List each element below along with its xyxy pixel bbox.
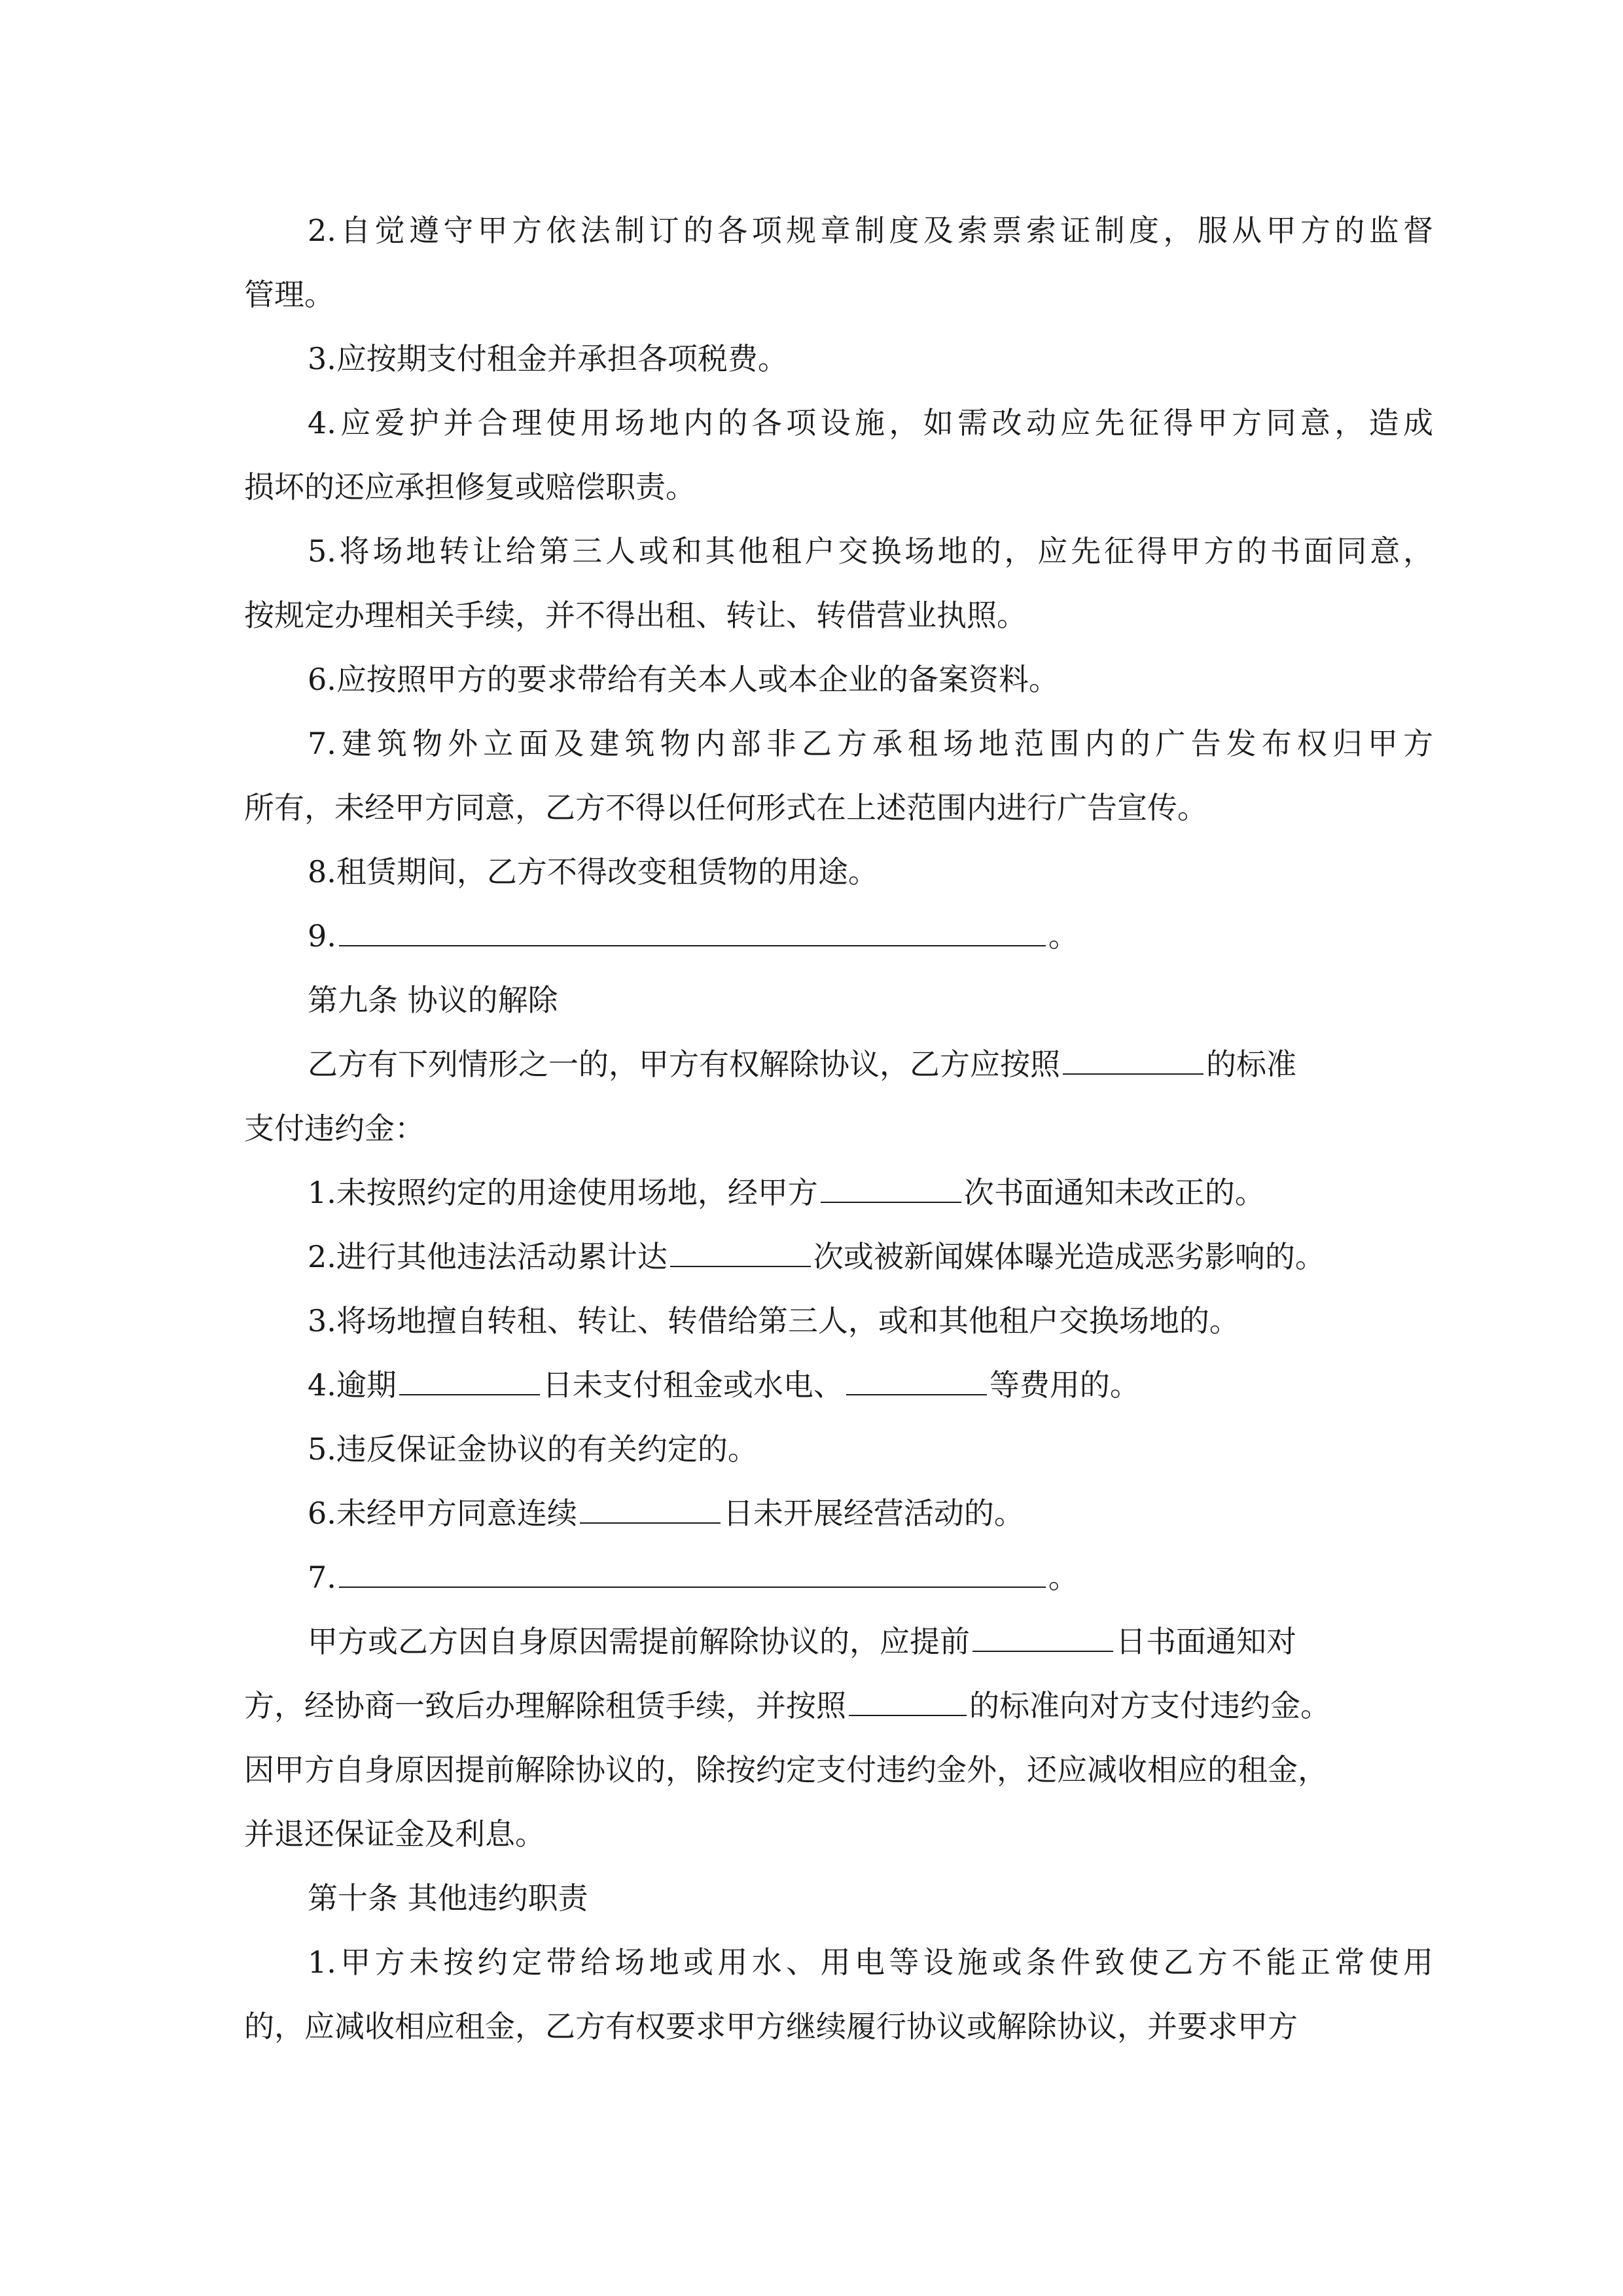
fill-in-blank[interactable] <box>972 1617 1113 1652</box>
termination-1 <box>308 1166 1265 1219</box>
clause-5-line-1: 5.将场地转让给第三人或和其他租户交换场地的，应先征得甲方的书面同意， <box>308 533 1433 569</box>
fill-in-blank[interactable] <box>339 911 1046 946</box>
termination-7 <box>308 1551 1079 1604</box>
termination-4 <box>308 1359 1140 1411</box>
early-termination-line-1 <box>308 1615 1296 1668</box>
clause-4-line-1: 4.应爱护并合理使用场地内的各项设施，如需改动应先征得甲方同意，造成 <box>308 405 1433 440</box>
termination-6-tail: 日未开展经营活动的。 <box>722 1496 1024 1531</box>
clause-7-line-2: 所有，未经甲方同意，乙方不得以任何形式在上述范围内进行广告宣传。 <box>244 790 1207 825</box>
fill-in-blank[interactable] <box>846 1360 987 1395</box>
clause-2-line-1: 2.自觉遵守甲方依法制订的各项规章制度及索票索证制度，服从甲方的监督 <box>308 213 1433 248</box>
termination-4-text: 4.逾期 <box>308 1367 397 1403</box>
clause-9-number: 9. <box>308 918 336 954</box>
clause-3: 3.应按期支付租金并承担各项税费。 <box>308 341 788 376</box>
article-9-intro-tail: 的标准 <box>1206 1047 1296 1082</box>
fill-in-blank[interactable] <box>849 1681 967 1716</box>
early-termination-tail: 日书面通知对 <box>1116 1624 1296 1659</box>
early-termination-line-2 <box>244 1679 1330 1732</box>
article-9-intro-line-1 <box>308 1038 1296 1090</box>
termination-6 <box>308 1487 1024 1539</box>
fill-in-blank[interactable] <box>339 1552 1046 1588</box>
clause-8: 8.租赁期间，乙方不得改变租赁物的用途。 <box>308 854 878 889</box>
early-termination-text: 甲方或乙方因自身原因需提前解除协议的，应提前 <box>308 1624 970 1659</box>
early-termination-line-4: 并退还保证金及利息。 <box>244 1816 545 1852</box>
termination-2 <box>308 1230 1325 1283</box>
fill-in-blank[interactable] <box>399 1360 540 1395</box>
fill-in-blank[interactable] <box>670 1232 811 1267</box>
termination-4-mid: 日未支付租金或水电、 <box>542 1367 844 1403</box>
termination-4-tail: 等费用的。 <box>989 1367 1140 1403</box>
termination-1-text: 1.未按照约定的用途使用场地，经甲方 <box>308 1175 818 1210</box>
article-10-clause-1-line-1: 1.甲方未按约定带给场地或用水、用电等设施或条件致使乙方不能正常使用 <box>308 1945 1433 1980</box>
article-9-intro-line-2: 支付违约金： <box>244 1111 425 1146</box>
termination-7-end: 。 <box>1048 1560 1079 1595</box>
termination-6-text: 6.未经甲方同意连续 <box>308 1496 577 1531</box>
clause-9-blank <box>308 910 1079 962</box>
termination-3: 3.将场地擅自转租、转让、转借给第三人，或和其他租户交换场地的。 <box>308 1303 1240 1338</box>
termination-2-tail: 次或被新闻媒体曝光造成恶劣影响的。 <box>813 1239 1325 1274</box>
clause-9-end: 。 <box>1048 918 1079 954</box>
clause-7-line-1: 7.建筑物外立面及建筑物内部非乙方承租场地范围内的广告发布权归甲方 <box>308 726 1433 761</box>
clause-5-line-2: 按规定办理相关手续，并不得出租、转让、转借营业执照。 <box>244 598 1027 633</box>
early-termination-text-2: 方，经协商一致后办理解除租赁手续，并按照 <box>244 1688 846 1723</box>
termination-1-tail: 次书面通知未改正的。 <box>963 1175 1265 1210</box>
clause-2-line-2: 管理。 <box>244 277 334 312</box>
clause-6: 6.应按照甲方的要求带给有关本人或本企业的备案资料。 <box>308 662 1059 697</box>
fill-in-blank[interactable] <box>821 1168 961 1203</box>
article-10-clause-1-line-2: 的，应减收相应租金，乙方有权要求甲方继续履行协议或解除协议，并要求甲方 <box>244 2009 1298 2044</box>
fill-in-blank[interactable] <box>580 1488 721 1524</box>
termination-7-number: 7. <box>308 1560 336 1595</box>
article-10-heading: 第十条 其他违约职责 <box>308 1880 588 1916</box>
termination-5: 5.违反保证金协议的有关约定的。 <box>308 1431 758 1467</box>
termination-2-text: 2.进行其他违法活动累计达 <box>308 1239 668 1274</box>
article-9-heading: 第九条 协议的解除 <box>308 982 558 1018</box>
clause-4-line-2: 损坏的还应承担修复或赔偿职责。 <box>244 469 696 505</box>
fill-in-blank[interactable] <box>1063 1039 1204 1075</box>
early-termination-tail-2: 的标准向对方支付违约金。 <box>969 1688 1330 1723</box>
early-termination-line-3: 因甲方自身原因提前解除协议的，除按约定支付违约金外，还应减收相应的租金， <box>244 1752 1328 1787</box>
article-9-intro-text: 乙方有下列情形之一的，甲方有权解除协议，乙方应按照 <box>308 1047 1060 1082</box>
